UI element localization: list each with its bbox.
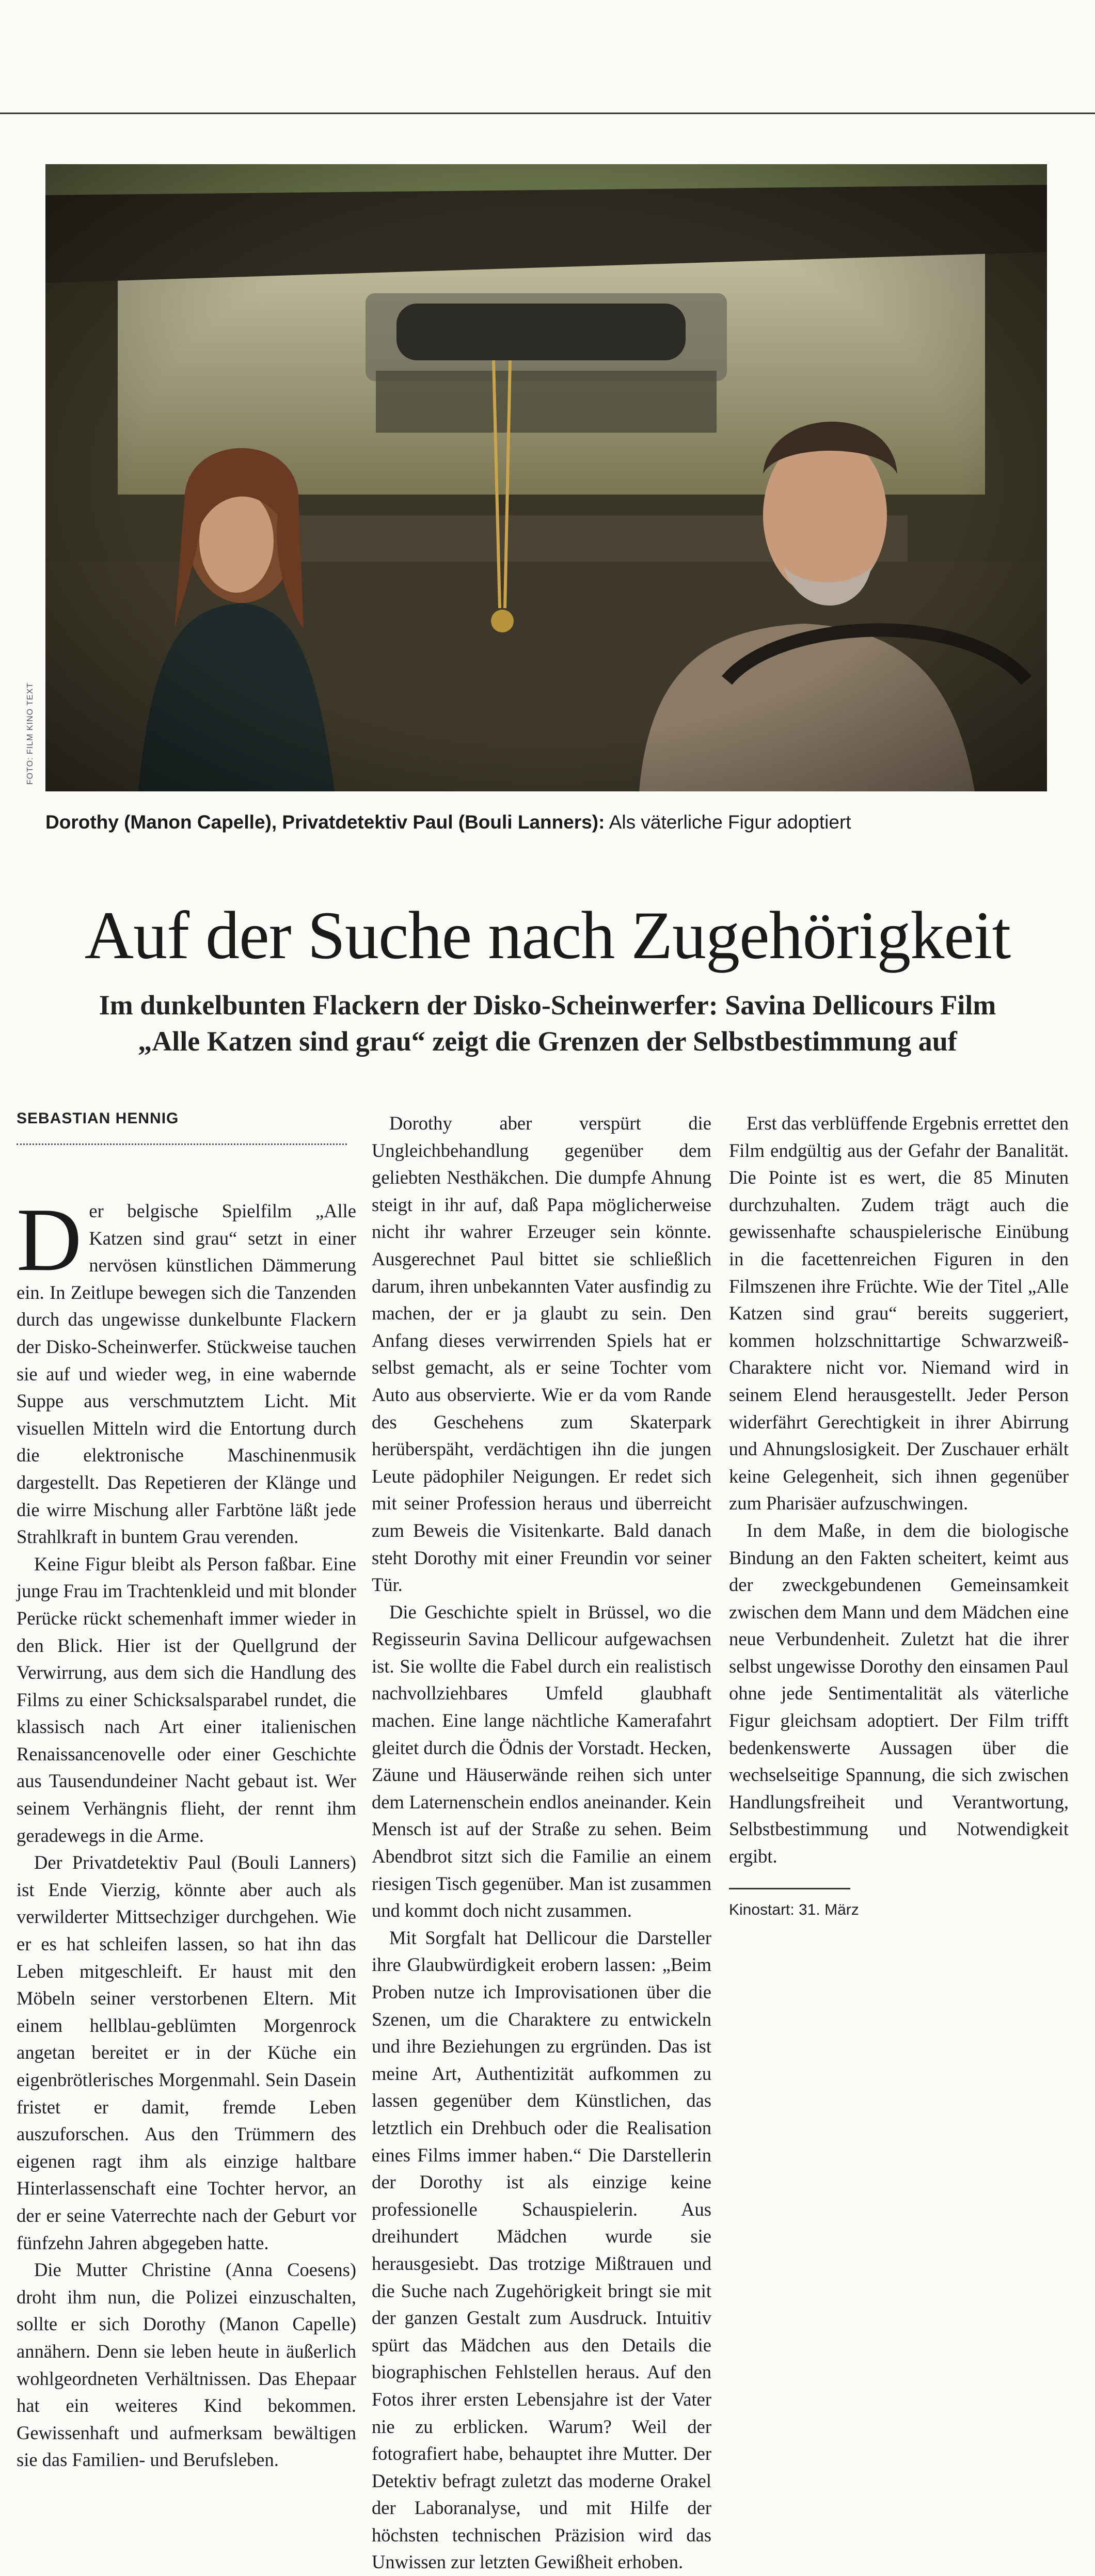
subhead-line-1: Im dunkelbunten Flackern der Disko-Scheinwerfer: Savina Dellicours Film	[99, 990, 996, 1021]
subhead	[0, 987, 1095, 1059]
article-photo	[45, 164, 1047, 791]
paragraph: Mit Sorgfalt hat Dellicour die Darsteller ihre Glaubwürdigkeit erobern lassen: „Beim Proben nutze ich Improvisationen über die Szenen, um die Charaktere zu entwickeln und ihre Beziehungen zu ergründen. Das ist meine Art, Authentizität aufkommen zu lassen gegenüber dem Künstlichen, das letztlich ein Drehbuch oder die Realisation eines Films immer haben.“ Die Darstellerin der Dorothy ist als einzige keine professionelle Schauspielerin. Aus dreihundert Mädchen wurde sie herausgesiebt. Das trotzige Mißtrauen und die Suche nach Zugehörigkeit bringt sie mit der ganzen Gestalt zum Ausdruck. Intuitiv spürt das Mädchen aus den Details die biographischen Fehlstellen heraus. Auf den Fotos ihrer ersten Lebensjahre ist der Vater nie zu erblicken. Warum? Weil der fotografiert habe, behauptet ihre Mutter. Der Detektiv befragt zuletzt das moderne Orakel der Laboranalyse, und mit Hilfe der höchsten technischen Präzision wird das Unwissen zur letzten Gewißheit erhoben.	[372, 1927, 711, 2573]
author-byline: SEBASTIAN HENNIG	[17, 1110, 179, 1127]
article-column-1	[17, 1189, 356, 2474]
paragraph: Keine Figur bleibt als Person faßbar. Eine junge Frau im Trachtenkleid und mit blonder Perücke rückt schemenhaft immer wieder in den Blick. Hier ist der Quellgrund der Verwirrung, aus dem sich die Handlung des Films zu einer Schicksalsparabel rundet, die klassisch nach Art einer italienischen Renaissancenovelle oder einer Geschichte aus Tausendundeiner Nacht gebaut ist. Wer seinem Verhängnis flieht, der rennt ihm geradewegs in die Arme.	[17, 1553, 356, 1846]
article-column-2	[372, 1110, 711, 2576]
photo-credit: FOTO: FILM KINO TEXT	[26, 682, 35, 785]
byline-divider	[17, 1143, 347, 1145]
paragraph: Dorothy aber verspürt die Ungleichbehandlung gegenüber dem geliebten Nesthäkchen. Die dumpfe Ahnung steigt in ihr auf, daß Papa möglicherweise nicht ihr wahrer Erzeuger sein könnte. Ausgerechnet Paul bittet sie schließlich darum, ihren unbekannten Vater ausfindig zu machen, der er ja glaubt zu sein. Den Anfang dieses verwirrenden Spiels hat er selbst gemacht, als er seine Tochter vom Auto aus observierte. Wie er da vom Rande des Geschehens zum Skaterpark herüberspäht, verdächtigen ihn die jungen Leute pädophiler Neigungen. Er redet sich mit seiner Profession heraus und überreicht zum Beweis die Visitenkarte. Bald danach steht Dorothy mit einer Freundin vor seiner Tür.	[372, 1112, 711, 1596]
kinostart-note: Kinostart: 31. März	[729, 1901, 859, 1918]
paragraph: Die Mutter Christine (Anna Coesens) droht ihm nun, die Polizei einzuschalten, sollte er sich Dorothy (Manon Capelle) annähern. Denn sie leben heute in äußerlich wohlgeordneten Verhältnissen. Das Ehepaar hat ein weiteres Kind bekommen. Gewissenhaft und aufmerksam bewältigen sie das Familien- und Berufsleben.	[17, 2259, 356, 2471]
article-column-3	[729, 1110, 1069, 1923]
caption-text: Als väterliche Figur adoptiert	[605, 812, 851, 833]
paragraph: Erst das verblüffende Ergebnis errettet den Film endgültig aus der Gefahr der Banalität. Die Pointe ist es wert, die 85 Minuten durchzuhalten. Zudem trägt auch die gewissenhafte schauspielerische Einübung in die facettenreichen Figuren in den Filmszenen ihre Früchte. Wie der Titel „Alle Katzen sind grau“ bereits suggeriert, kommen holzschnittartige Schwarzweiß-Charaktere nicht vor. Niemand wird in seinem Elend herausgestellt. Jeder Person widerfährt Gerechtigkeit in ihrer Abirrung und Ahnungslosigkeit. Der Zuschauer erhält keine Gelegenheit, sich ihnen gegenüber zum Pharisäer aufzuschwingen.	[729, 1112, 1069, 1514]
paragraph: Der belgische Spielfilm „Alle Katzen sind grau“ setzt in einer nervösen künstlichen Dämmerung ein. In Zeitlupe bewegen sich die Tanzenden durch das ungewisse dunkelbunte Flackern der Disko-Scheinwerfer. Stückweise tauchen sie auf und wieder weg, in eine wabernde Suppe aus verschmutztem Licht. Mit visuellen Mitteln wird die Entortung durch die elektronische Maschinenmusik dargestellt. Das Repetieren der Klänge und die wirre Mischung aller Farbtöne läßt jede Strahlkraft in buntem Grau verenden.	[17, 1189, 356, 1548]
paragraph: In dem Maße, in dem die biologische Bindung an den Fakten scheitert, keimt aus der zweckgebundenen Gemeinsamkeit zwischen dem Mann und dem Mädchen eine neue Verbundenheit. Zuletzt hat die ihrer selbst ungewisse Dorothy den einsamen Paul ohne jede Sentimentalität als väterliche Figur gleichsam adoptiert. Der Film trifft bedenkenswerte Aussagen über die wechselseitige Spannung, die sich zwischen Handlungsfreiheit und Verantwortung, Selbstbestimmung und Notwendigkeit ergibt.	[729, 1519, 1069, 1867]
subhead-line-2: „Alle Katzen sind grau“ zeigt die Grenzen der Selbstbestimmung auf	[138, 1026, 957, 1057]
drop-cap: D	[17, 1189, 82, 1290]
paragraph: Der Privatdetektiv Paul (Bouli Lanners) ist Ende Vierzig, könnte aber auch als verwilderter Mittsechziger durchgehen. Wie er es hat schleifen lassen, so hat ihn das Leben mitgeschleift. Er haust mit den Möbeln seiner verstorbenen Eltern. Mit einem hellblau-geblümten Morgenrock angetan bereitet er in der Küche ein eigenbrötlerisches Morgenmahl. Sein Dasein fristet er damit, fremde Leben auszuforschen. Aus den Trümmern des eigenen ragt ihm als einzige haltbare Hinterlassenschaft eine Tochter hervor, an der er seine Vaterrechte nach der Geburt vor fünfzehn Jahren abgegeben hatte.	[17, 1852, 356, 2253]
end-divider	[729, 1888, 850, 1889]
headline: Auf der Suche nach Zugehörigkeit	[84, 897, 1011, 973]
top-rule	[0, 113, 1095, 114]
photo-caption	[45, 812, 1047, 833]
paragraph: Die Geschichte spielt in Brüssel, wo die Regisseurin Savina Dellicour aufgewachsen ist. Sie wollte die Fabel durch ein realistisch nachvollziehbares Umfeld glaubhaft machen. Eine lange nächtliche Kamerafahrt gleitet durch die Ödnis der Vorstadt. Hecken, Zäune und Häuserwände reihen sich unter dem Laternenschein endlos aneinander. Kein Mensch ist auf der Straße zu sehen. Beim Abendbrot sitzt sich die Familie an einem riesigen Tisch gegenüber. Man ist zusammen und kommt doch nicht zusammen.	[372, 1601, 711, 1921]
caption-names: Dorothy (Manon Capelle), Privatdetektiv Paul (Bouli Lanners):	[45, 812, 605, 833]
